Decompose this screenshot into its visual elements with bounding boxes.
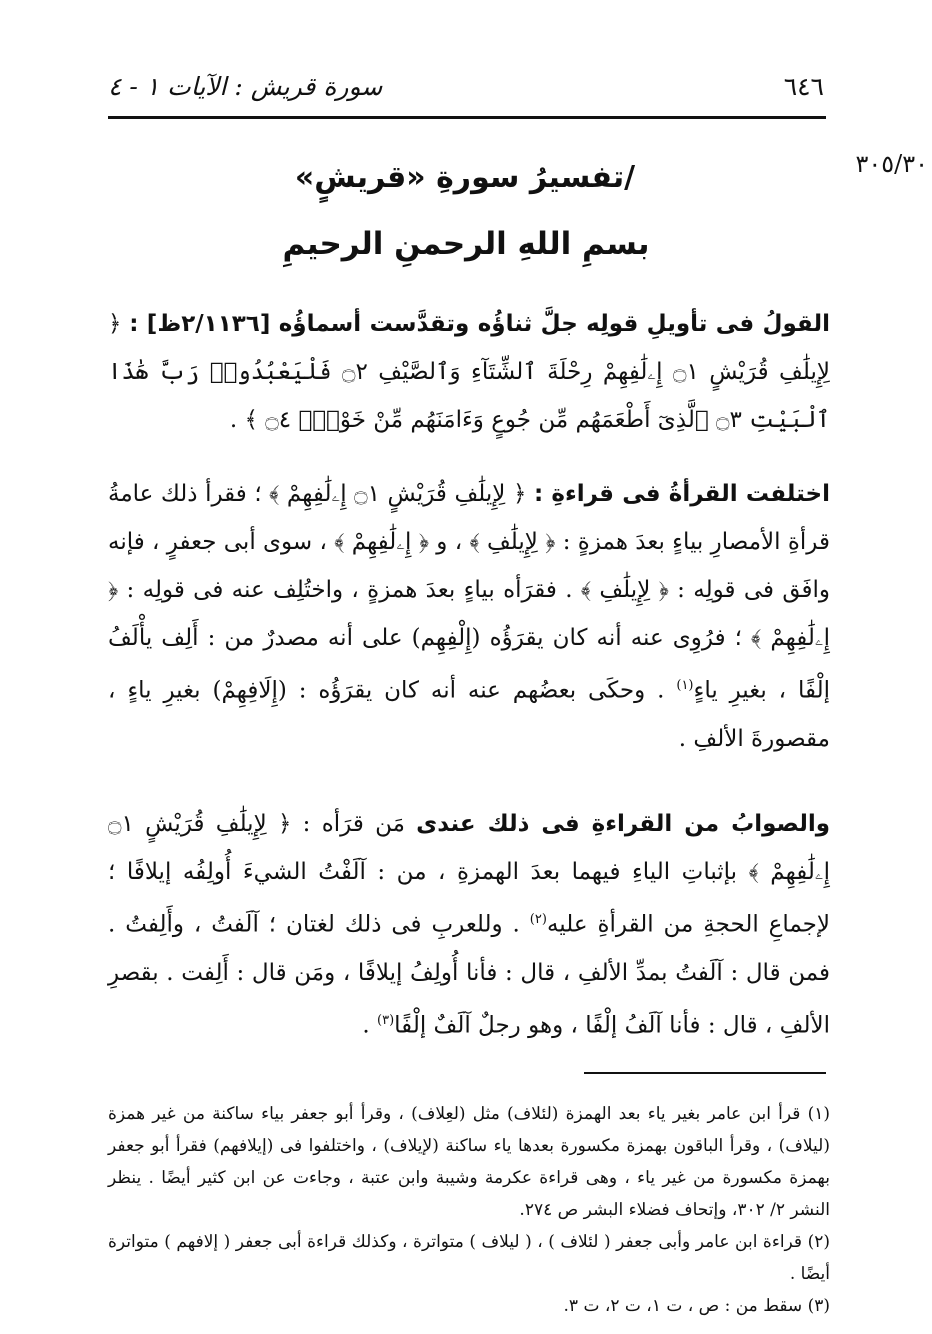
paragraph-2 <box>108 470 830 763</box>
running-header <box>108 66 824 106</box>
footnote-marker-3[interactable]: (٣) <box>377 1012 395 1028</box>
footnote-rule <box>584 1072 826 1074</box>
paragraph-3-body: مَن قرَأه : ﴿ لِإِيلَٰفِ قُرَيْشٍ ۝١ إِۦلَٰفِهِمْ ﴾ بإثباتِ الياءِ فيهما بعدَ الهمزةِ ، من : آلَفْتُ الشيءَ أُولِفُه إيلافًا ؛ لإجماعِ الحجةِ من القرأةِ عليه <box>108 811 830 938</box>
footnote-marker-2[interactable]: (٢) <box>529 912 547 927</box>
footnote-marker-1[interactable]: (١) <box>676 678 694 693</box>
header-rule <box>108 116 826 119</box>
page-number: ٦٤٦ <box>783 71 824 101</box>
footnote-1: (١) قرأ ابن عامر بغير ياء بعد الهمزة (لئلاف) مثل (لعِلاف) ، وقرأ أبو جعفر بياء ساكنة من غير همزة (ليلاف) ، وقرأ الباقون بهمزة مكسورة بعدها ياء ساكنة (لإيلاف) ، واختلفوا فى (إيلافهم) فقرأ أبو جعفر بهمزة مكسورة من غير ياء ، وهى قراءة عكرمة وشيبة وابن عتبة ، وجاءت عن ابن كثير أيضًا . ينظر النشر ٢/ ٣٠٢، وإتحاف فضلاء البشر ص ٢٧٤. <box>108 1104 830 1220</box>
footnotes <box>108 1098 830 1322</box>
footnote-3: (٣) سقط من : ص ، ت ١، ت ٢، ت ٣. <box>563 1296 830 1316</box>
paragraph-2-tail: . وحكَى بعضُهم عنه أنه كان يقرَؤُه : (إِلَافِهِمْ) بغيرِ ياءٍ ، مقصورةَ الألفِ . <box>108 677 830 752</box>
footnote-2: (٢) قراءة ابن عامر وأبى جعفر ( لئلاف ) ، ( ليلاف ) متواترة ، وكذلك قراءة أبى جعفر ( إلافهم ) متواترة أيضًا . <box>108 1232 830 1284</box>
margin-reference: ٣٠٥/٣٠ <box>855 150 928 178</box>
paragraph-1-lead: القولُ فى تأويلِ قولِه جلَّ ثناؤُه وتقدَّست أسماؤُه [٢/١١٣٦ظ] : <box>129 311 830 337</box>
running-title: سورة قريش : الآيات ١ - ٤ <box>108 71 383 101</box>
surah-title: /تفسيرُ سورةِ «قريشٍ» <box>294 160 636 195</box>
paragraph-2-body: ﴿ لِإِيلَٰفِ قُرَيْشٍ ۝١ إِۦلَٰفِهِمْ ﴾ ؛ فقرأ ذلك عامةُ قرأةِ الأمصارِ بياءٍ بعدَ همزةٍ : ﴿ لِإِيلَٰفِ ﴾ ، و ﴿ إِۦلَٰفِهِمْ ﴾ ، سوى أبى جعفرٍ ، فإنه وافَق فى قولِه : ﴿ لِإِيلَٰفِ ﴾ . فقرَأه بياءٍ بعدَ همزةٍ ، واختُلِف عنه فى قولِه : ﴿ إِۦلَٰفِهِمْ ﴾ ؛ فرُوِى عنه أنه كان يقرَؤُه (إِلْفِهِم) على أنه مصدرٌ من : أَلِف يأْلَفُ إلْفًا ، بغيرِ ياءٍ <box>108 481 831 704</box>
paragraph-3-tail: . <box>362 1012 370 1039</box>
paragraph-1 <box>108 300 830 444</box>
quran-verses: ﴿ لِإِيلَٰفِ قُرَيْشٍ ۝١ إِۦلَٰفِهِمْ رِحْلَةَ ٱلشِّتَآءِ وَٱلصَّيْفِ ۝٢ فَلْيَعْبُدُوا۟ رَبَّ هَٰذَا ٱلْبَيْتِ ۝٣ ٱلَّذِىٓ أَطْعَمَهُم مِّن جُوعٍ وَءَامَنَهُم مِّنْ خَوْفٍۭ ۝٤ ﴾ . <box>108 311 830 433</box>
paragraph-2-lead: اختلفت القرأةُ فى قراءةِ : <box>533 481 830 507</box>
paragraph-3-lead: والصوابُ من القراءةِ فى ذلك عندى <box>416 811 831 837</box>
paragraph-3 <box>108 800 830 1049</box>
basmala: بسمِ اللهِ الرحمنِ الرحيمِ <box>282 226 650 262</box>
paragraph-3-middle: . وللعربِ فى ذلك لغتان ؛ آلَفتُ ، وأَلِفتُ . فمن قال : آلَفتُ بمدِّ الألفِ ، قال : فأنا أُولِفُ إيلافًا ، ومَن قال : أَلِفت . بقصرِ الألفِ ، قال : فأنا آلَفُ إلْفًا ، وهو رجلٌ آلَفٌ إلْفًا <box>108 911 830 1039</box>
